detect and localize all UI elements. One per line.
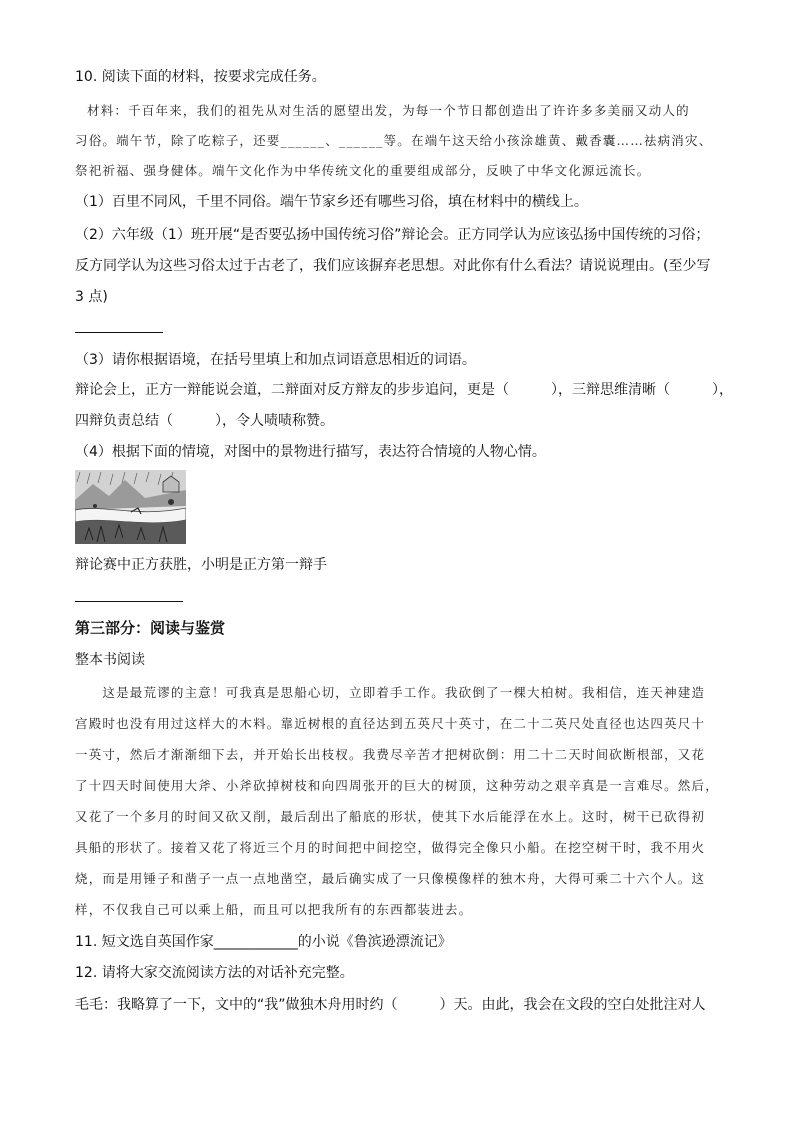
passage-line-6: 具船的形状了。接着又花了将近三个月的时间把中间挖空，做得完全像只小船。在挖空树干时，我不用火 [75,840,706,855]
question-12: 12. 请将大家交流阅读方法的对话补充完整。 [75,965,354,981]
passage-line-3: 一英寸，然后才渐渐细下去，并开始长出枝杈。我费尽辛苦才把树砍倒：用二十二天时间砍断根部，又花 [75,747,706,762]
question-10-3: （3）请你根据语境，在括号里填上和加点词语意思相近的词语。 [75,352,476,368]
question-12-dialogue-line: 毛毛：我略算了一下，文中的“我”做独木舟用时约（ ）天。由此，我会在文段的空白处批注对人 [75,997,706,1013]
material-line-1: 材料：千百年来，我们的祖先从对生活的愿望出发，为每一个节日都创造出了许许多多美丽又动人的 [87,103,690,118]
question-10-2-line-2: 反方同学认为这些习俗太过于古老了，我们应该摒弃老思想。对此你有什么看法？请说说理由。(至少写 [75,258,711,274]
question-10-2-line-3: 3 点) [75,289,108,305]
question-11: 11. 短文选自英国作家____________的小说《鲁滨逊漂流记》 [75,934,452,950]
passage-line-1: 这是最荒谬的主意！可我真是思船心切，立即着手工作。我砍倒了一棵大柏树。我相信，连天神建造 [75,685,706,700]
part3-heading: 第三部分：阅读与鉴赏 [75,619,226,637]
passage-line-2: 宫殿时也没有用过这样大的木料。靠近树根的直径达到五英尺十英寸，在二十二英尺处直径也达四英尺十 [75,716,706,731]
question-10-title: 10. 阅读下面的材料，按要求完成任务。 [75,69,326,85]
question-10-2-line-1: （2）六年级（1）班开展“是否要弘扬中国传统习俗”辩论会。正方同学认为应该弘扬中国传统的习俗； [75,227,710,243]
passage-line-7: 烧，而是用锤子和凿子一点一点地凿空，最后确实成了一只像模像样的独木舟，大得可乘二十六个人。这 [75,871,706,886]
answer-line-10-4 [75,601,183,602]
landscape-illustration [75,470,186,544]
part3-subheading: 整本书阅读 [75,652,145,668]
answer-line-10-2 [75,332,163,333]
question-10-3-line-2: 辩论会上，正方一辩能说会道，二辩面对反方辩友的步步追问，更是（ ），三辩思维清晰（ ）， [75,382,733,398]
passage-line-4: 了十四天时间使用大斧、小斧砍掉树枝和向四周张开的巨大的树顶，这种劳动之艰辛真是一言难尽。然后， [75,778,719,793]
question-10-1: （1）百里不同风，千里不同俗。端午节家乡还有哪些习俗，填在材料中的横线上。 [75,194,588,210]
question-10-3-line-3: 四辩负责总结（ ），令人啧啧称赞。 [75,413,334,429]
question-10-4: （4）根据下面的情境，对图中的景物进行描写，表达符合情境的人物心情。 [75,444,546,460]
passage-line-5: 又花了一个多月的时间又砍又削，最后刮出了船底的形状，使其下水后能浮在水上。这时，树干已砍得初 [75,809,706,824]
scenario-text: 辩论赛中正方获胜，小明是正方第一辩手 [75,557,327,573]
passage-line-8: 样，不仅我自己可以乘上船，而且可以把我所有的东西都装进去。 [75,902,473,917]
material-line-2: 习俗。端午节，除了吃粽子，还要______、______等。在端午这天给小孩涂雄黄、戴香囊……祛病消灾、 [75,133,713,148]
material-line-3: 祭祀祈福、强身健体。端午文化作为中华传统文化的重要组成部分，反映了中华文化源远流长。 [75,163,651,178]
